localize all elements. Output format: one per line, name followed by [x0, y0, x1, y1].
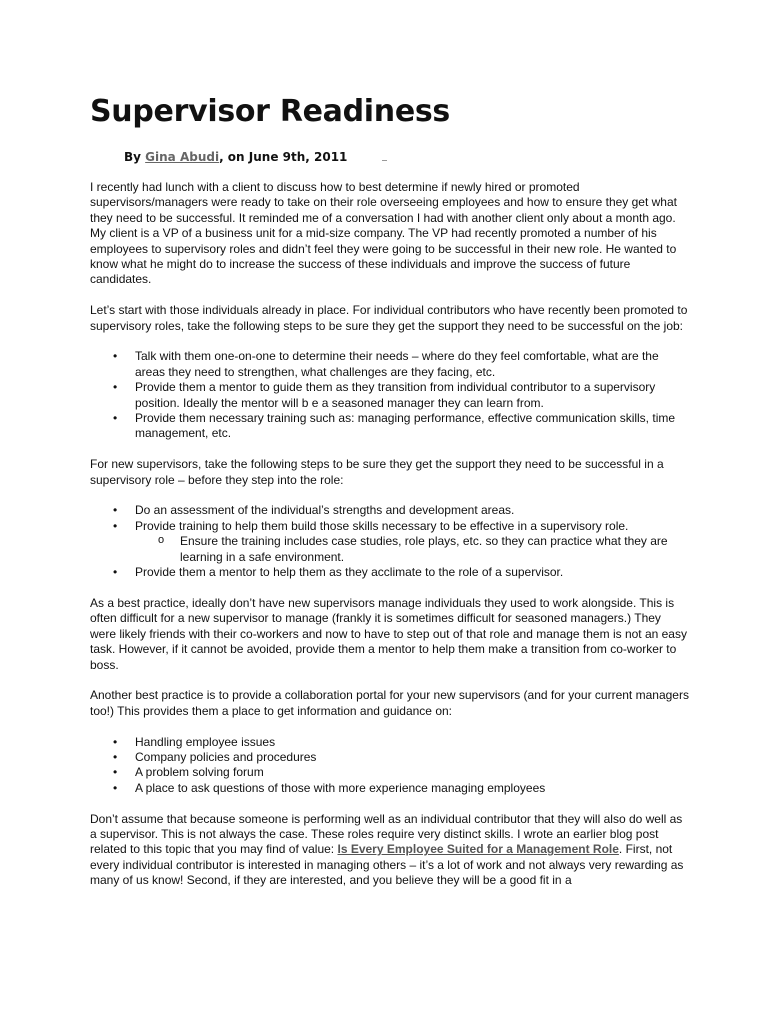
article-body [90, 180, 690, 904]
byline-prefix: By [124, 150, 146, 164]
decorative-mark [382, 160, 387, 161]
list-item: • Handling employee issues [135, 735, 690, 750]
list-existing-supervisor-steps [90, 349, 690, 441]
list-item: • Do an assessment of the individual’s strengths and development areas. [135, 503, 690, 518]
list-item: • Talk with them one-on-one to determine their needs – where do they feel comfortable, what are the areas they need to strengthen, what challenges are they facing, etc. [135, 349, 690, 380]
author-link[interactable]: Gina Abudi [145, 150, 220, 164]
paragraph-best-practice-1: As a best practice, ideally don’t have new supervisors manage individuals they used to work alongside. This is often difficult for a new supervisor to manage (frankly it is sometimes difficult for seasoned managers.) They were likely friends with their co-workers and now to have to step out of that role and manage them is not an easy task. However, if it cannot be avoided, provide them a mentor to help them make a transition from co-worker to boss. [90, 595, 687, 672]
page-title: Supervisor Readiness [90, 94, 450, 129]
blog-post-link[interactable]: Is Every Employee Suited for a Management Role [337, 842, 619, 857]
paragraph-new-supervisors: For new supervisors, take the following steps to be sure they get the support they need to be successful in a supervisory role – before they step into the role: [90, 457, 664, 487]
byline-date: , on June 9th, 2011 [219, 150, 348, 164]
closing-text-end: . First, not every individual contributor is interested in managing others – it’s a lot of work and not always very rewarding as many of us know! Second, if they are interested, and you believe they will be a good fit in a [90, 842, 684, 888]
list-item [135, 519, 690, 565]
paragraph-existing-supervisors: Let’s start with those individuals already in place. For individual contributors who have recently been promoted to supervisory roles, take the following steps to be sure they get the support they need to be successful on the job: [90, 303, 688, 333]
list-item: • Provide them a mentor to guide them as they transition from individual contributor to a supervisory position. Ideally the mentor will b e a seasoned manager they can learn from. [135, 380, 690, 411]
paragraph-intro: I recently had lunch with a client to discuss how to best determine if newly hired or promoted supervisors/managers were ready to take on their role overseeing employees and how to ensure they get what they need to be successful. It reminded me of a conversation I had with another client only about a month ago. My client is a VP of a business unit for a mid-size company. The VP had recently promoted a number of his employees to supervisory roles and didn’t feel they were going to be successful in their new role. He wanted to know what he might do to increase the success of these individuals and improve the success of future candidates. [90, 180, 677, 287]
list-portal-topics [90, 735, 690, 797]
closing-text-start: Don’t assume that because someone is performing well as an individual contributor that they will also do well as a supervisor. This is not always the case. These roles require very distinct skills. I wrote an earlier blog post related to this topic that you may find of value: [90, 811, 683, 857]
list-item: • Provide them necessary training such as: managing performance, effective communication skills, time management, etc. [135, 411, 690, 442]
sub-list-item: o Ensure the training includes case studies, role plays, etc. so they can practice what they are learning in a safe environment. [180, 534, 690, 565]
list-item: • Provide them a mentor to help them as they acclimate to the role of a supervisor. [135, 565, 690, 580]
byline [124, 150, 347, 164]
list-item: • A place to ask questions of those with more experience managing employees [135, 781, 690, 796]
list-new-supervisor-steps [90, 503, 690, 580]
paragraph-closing [90, 812, 690, 889]
paragraph-best-practice-2: Another best practice is to provide a collaboration portal for your new supervisors (and for your current managers too!) This provides them a place to get information and guidance on: [90, 688, 689, 718]
list-item: • A problem solving forum [135, 765, 690, 780]
list-item: • Company policies and procedures [135, 750, 690, 765]
list-item-text: Provide training to help them build those skills necessary to be effective in a supervisory role. [135, 518, 629, 533]
sub-list [135, 534, 690, 565]
